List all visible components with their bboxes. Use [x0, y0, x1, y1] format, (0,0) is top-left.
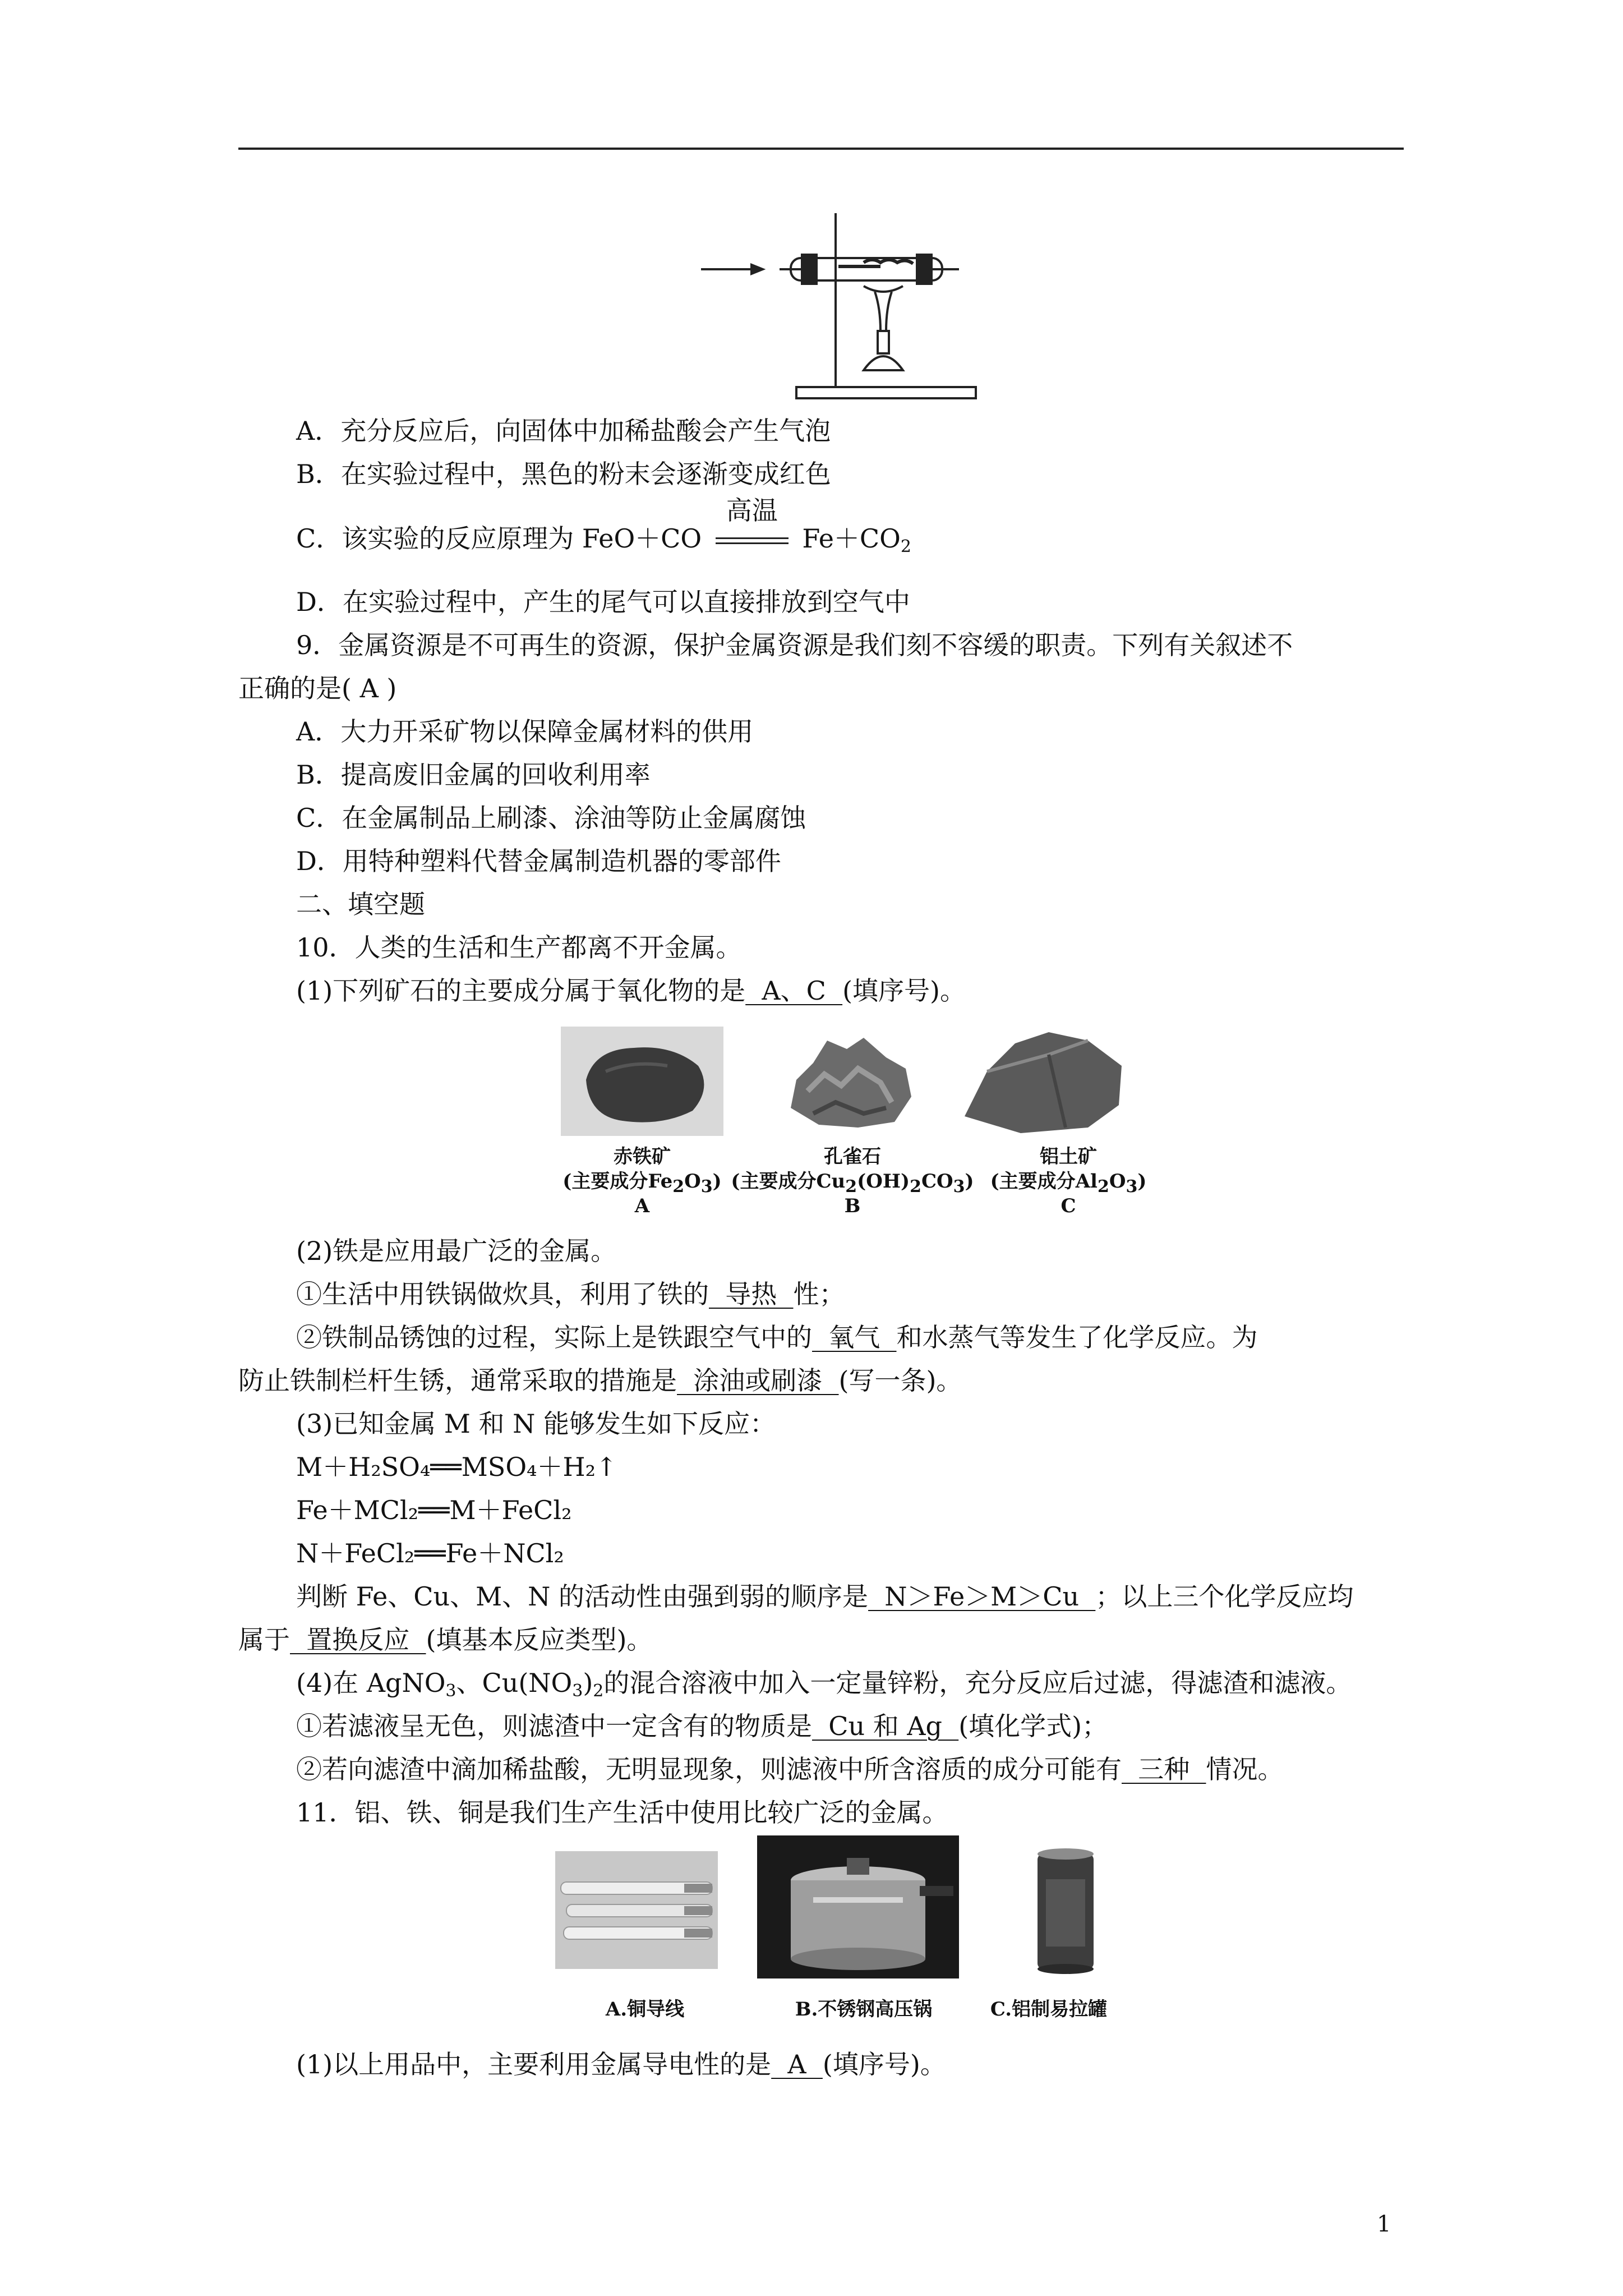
q9-stem-line1: 9．金属资源是不可再生的资源，保护金属资源是我们刻不容缓的职责。下列有关叙述不: [296, 630, 1293, 660]
q8-option-d: D．在实验过程中，产生的尾气可以直接排放到空气中: [296, 587, 910, 617]
q8-c-suffix: Fe＋CO: [802, 523, 901, 554]
equation-3: N＋FeCl₂══Fe＋NCl₂: [296, 1538, 564, 1568]
ore-formula-b: (主要成分$Cu_2(OH)_2CO_3$): [731, 1170, 974, 1197]
ore-name-a: 赤铁矿: [614, 1145, 671, 1168]
q10-part3: (3)已知金属 M 和 N 能够发生如下反应：: [296, 1409, 776, 1439]
q10-part3-line2: 属于 置换反应 (填基本反应类型)。: [238, 1625, 653, 1655]
q10-p3-answer: N＞Fe＞M＞Cu: [868, 1581, 1096, 1612]
q10-part2-2: ②铁制品锈蚀的过程，实际上是铁跟空气中的 氧气 和水蒸气等发生了化学反应。为: [296, 1322, 1258, 1352]
q10-p1-suffix: (填序号)。: [842, 976, 966, 1006]
q10-p2-2-answer: 氧气: [812, 1322, 897, 1352]
q10-p4-1-answer: Cu 和 Ag: [812, 1711, 959, 1741]
ore-photo-c: [953, 1021, 1133, 1139]
q10-stem: 10．人类的生活和生产都离不开金属。: [296, 932, 742, 963]
header-rule: [238, 148, 1404, 150]
section-title: 二、填空题: [296, 889, 425, 919]
ore-formula-c: (主要成分$Al_2O_3$): [990, 1170, 1147, 1197]
q10-part2-2-line2: 防止铁制栏杆生锈，通常采取的措施是 涂油或刷漆 (写一条)。: [238, 1365, 962, 1396]
q11-stem: 11．铝、铁、铜是我们生产生活中使用比较广泛的金属。: [296, 1797, 948, 1828]
page-number: 1: [1377, 2211, 1391, 2237]
q8-option-b: B．在实验过程中，黑色的粉末会逐渐变成红色: [296, 459, 831, 489]
condition-label: 高温: [726, 495, 778, 526]
copper-wire-photo: [555, 1851, 718, 1969]
q10-part2: (2)铁是应用最广泛的金属。: [296, 1236, 617, 1266]
q10-part4: (4)在 AgNO$_3$、$Cu(NO_3)_2$的混合溶液中加入一定量锌粉，充分反应后过滤，得滤渣和滤液。: [296, 1668, 1352, 1701]
ore-name-c: 铝土矿: [1040, 1145, 1097, 1168]
q8-option-a: A．充分反应后，向固体中加稀盐酸会产生气泡: [296, 416, 831, 446]
caption-copper-wire: A.铜导线: [605, 1998, 685, 2021]
q8-option-c: [296, 495, 911, 556]
ore-photo-a: [561, 1027, 723, 1136]
q11-p1-answer: A: [771, 2049, 823, 2079]
caption-pressure-cooker: B.不锈钢高压锅: [795, 1998, 933, 2021]
q11-part1: (1)以上用品中，主要利用金属导电性的是 A (填序号)。: [296, 2049, 946, 2079]
equation-2: Fe＋MCl₂══M＋FeCl₂: [296, 1495, 572, 1525]
q10-part2-1: ①生活中用铁锅做炊具，利用了铁的 导热 性；: [296, 1279, 845, 1309]
ore-letter-c: C: [1061, 1195, 1076, 1217]
q10-part4-1: ①若滤液呈无色，则滤渣中一定含有的物质是 Cu 和 Ag (填化学式)；: [296, 1711, 1108, 1741]
q10-p1-answer: A、C: [745, 976, 843, 1006]
q10-p1-prefix: (1)下列矿石的主要成分属于氧化物的是: [296, 976, 746, 1006]
reaction-condition: [710, 495, 794, 555]
aluminum-can-photo: [1032, 1846, 1099, 1975]
q9-option-d: D．用特种塑料代替金属制造机器的零部件: [296, 846, 781, 876]
caption-aluminum-can: C.铝制易拉罐: [990, 1998, 1108, 2021]
ore-caption-b: [729, 1144, 976, 1218]
q10-part3-question: 判断 Fe、Cu、M、N 的活动性由强到弱的顺序是 N＞Fe＞M＞Cu ；以上三个化学反应均: [296, 1581, 1354, 1612]
ore-photo-b: [774, 1024, 925, 1136]
q8-c-prefix: C．该实验的反应原理为 FeO＋CO: [296, 523, 702, 554]
q10-p2-1-answer: 导热: [709, 1279, 794, 1309]
ore-caption-a: [538, 1144, 746, 1218]
q10-p4-2-answer: 三种: [1122, 1754, 1206, 1784]
ore-name-b: 孔雀石: [824, 1145, 881, 1168]
q9-option-c: C．在金属制品上刷漆、涂油等防止金属腐蚀: [296, 803, 806, 833]
equals-sign: [716, 537, 789, 544]
q9-stem-line2: 正确的是( A ): [238, 673, 397, 703]
q10-part4-2: ②若向滤渣中滴加稀盐酸，无明显现象，则滤液中所含溶质的成分可能有 三种 情况。: [296, 1754, 1284, 1784]
q9-option-b: B．提高废旧金属的回收利用率: [296, 760, 651, 790]
apparatus-figure: [695, 208, 987, 404]
q8-c-sub: 2: [900, 537, 911, 556]
q9-option-a: A．大力开采矿物以保障金属材料的供用: [296, 716, 754, 747]
ore-formula-a: (主要成分$Fe_2O_3$): [562, 1170, 722, 1197]
pressure-cooker-photo: [757, 1835, 959, 1978]
ore-letter-b: B: [844, 1195, 861, 1217]
q10-p2-2-answer2: 涂油或刷漆: [677, 1365, 839, 1396]
ore-caption-c: [965, 1144, 1172, 1218]
q10-p3-answer2: 置换反应: [290, 1625, 426, 1655]
equation-1: M＋H₂SO₄══MSO₄＋H₂↑: [296, 1452, 617, 1482]
ore-letter-a: A: [634, 1195, 650, 1217]
q10-part1: [296, 974, 966, 1007]
